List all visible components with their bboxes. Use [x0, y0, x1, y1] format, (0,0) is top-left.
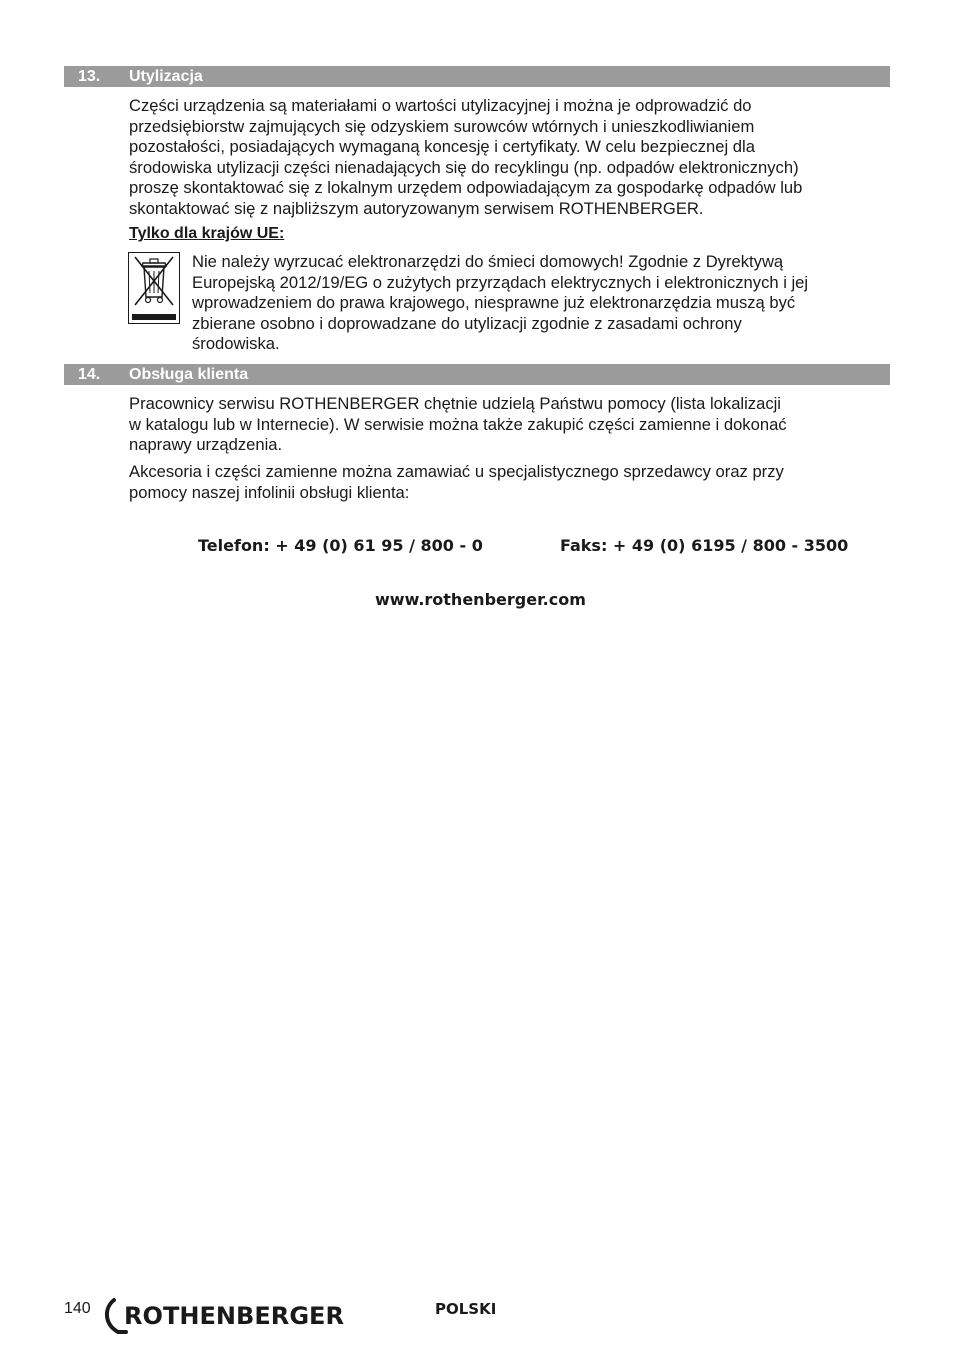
eu-disposal-paragraph — [192, 252, 882, 355]
text-line: proszę skontaktować się z lokalnym urzędem odpowiadającym za gospodarkę odpadów lub — [129, 178, 803, 198]
text-line: pozostałości, posiadających wymaganą koncesję i certyfikaty. W celu bezpiecznej dla — [129, 137, 755, 157]
section-13-header — [64, 66, 890, 87]
text-line: w katalogu lub w Internecie). W serwisie można także zakupić części zamienne i dokonać — [129, 414, 787, 434]
text-line: Nie należy wyrzucać elektronarzędzi do śmieci domowych! Zgodnie z Dyrektywą — [192, 252, 784, 271]
text-line: środowiska utylizacji części nienadających się do recyklingu (np. odpadów elektronicznych) — [129, 157, 799, 177]
text-line: środowiska. — [192, 334, 280, 354]
phone-number: Telefon: + 49 (0) 61 95 / 800 - 0 — [198, 536, 483, 555]
text-line: pomocy naszej infolinii obsługi klienta: — [129, 482, 410, 502]
text-line: Pracownicy serwisu ROTHENBERGER chętnie udzielą Państwu pomocy (lista lokalizacji — [129, 394, 781, 413]
text-line: naprawy urządzenia. — [129, 435, 283, 455]
text-line: przedsiębiorstw zajmujących się odzyskiem surowców wtórnych i unieszkodliwianiem — [129, 116, 755, 136]
weee-bin-icon — [128, 252, 180, 324]
service-paragraph — [129, 394, 874, 456]
accessories-paragraph — [129, 462, 874, 503]
text-line: Europejską 2012/19/EG o zużytych przyrządach elektrycznych i elektronicznych i jej — [192, 272, 809, 292]
disposal-paragraph — [129, 96, 874, 220]
section-title: Obsługa klienta — [129, 366, 249, 383]
website-link[interactable]: www.rothenberger.com — [375, 590, 586, 609]
eu-only-heading: Tylko dla krajów UE: — [129, 225, 285, 242]
text-line: Części urządzenia są materiałami o wartości utylizacyjnej i można je odprowadzić do — [129, 96, 752, 115]
text-line: Akcesoria i części zamienne można zamawiać u specjalistycznego sprzedawcy oraz przy — [129, 462, 784, 481]
text-line: wprowadzeniem do prawa krajowego, niesprawne już elektronarzędzia muszą być — [192, 293, 796, 313]
language-label: POLSKI — [435, 1300, 497, 1318]
section-number: 13. — [78, 68, 101, 85]
section-number: 14. — [78, 366, 101, 383]
crossed-out-wheelie-bin-icon — [129, 253, 179, 323]
text-line: skontaktować się z najbliższym autoryzowanym serwisem ROTHENBERGER. — [129, 198, 704, 218]
logo-text: ROTHENBERGER — [124, 1302, 344, 1330]
section-14-header — [64, 364, 890, 385]
page-number: 140 — [64, 1300, 91, 1317]
section-title: Utylizacja — [129, 68, 203, 85]
fax-number: Faks: + 49 (0) 6195 / 800 - 3500 — [560, 536, 849, 555]
rothenberger-logo — [100, 1296, 350, 1336]
text-line: zbierane osobno i doprowadzane do utylizacji zgodnie z zasadami ochrony — [192, 313, 742, 333]
